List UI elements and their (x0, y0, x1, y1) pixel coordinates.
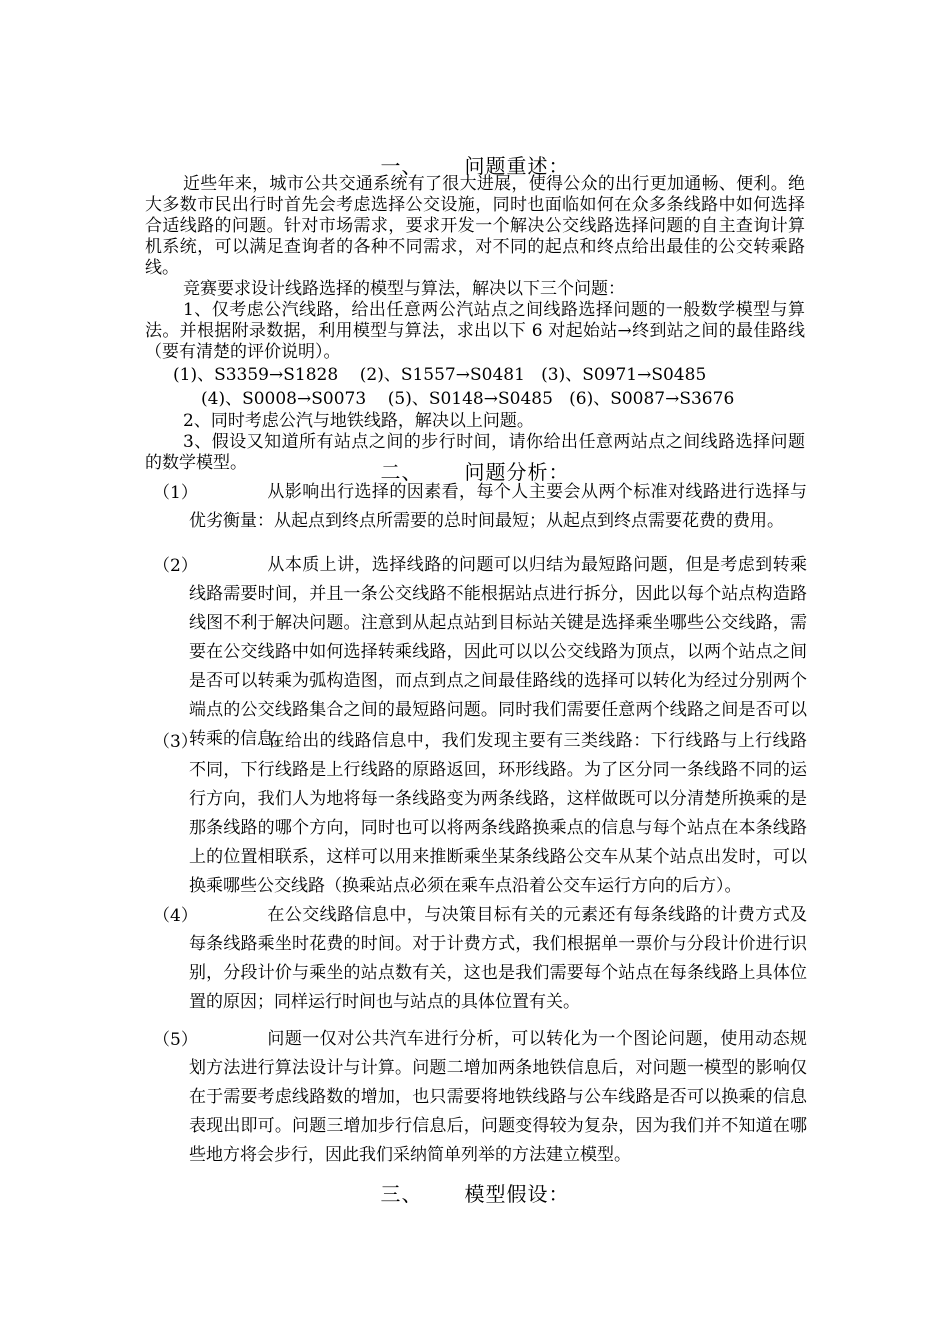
route-list-line: (1)、S3359→S1828 (2)、S1557→S0481 (3)、S0971→S0485 (173, 365, 707, 385)
item-text: 在给出的线路信息中，我们发现主要有三类线路：下行线路与上行线路不同，下行线路是上行线路的原路返回，环形线路。为了区分同一条线路不同的运行方向，我们人为地将每一条线路变为两条线路，这样做既可以分清楚所换乘的是那条线路的哪个方向，同时也可以将两条线路换乘点的信息与每个站点在本条线路上的位置相联系，这样可以用来推断乘坐某条线路公交车从某个站点出发时，可以换乘哪些公交线路（换乘站点必须在乘车点沿着公交车运行方向的后方）。 (189, 731, 807, 896)
paragraph: 1、仅考虑公汽线路，给出任意两公汽站点之间线路选择问题的一般数学模型与算法。并根据附录数据，利用模型与算法，求出以下 6 对起始站→终到站之间的最佳路线（要有清楚的评价说明）。 (145, 300, 805, 362)
section-number: 二、 (380, 460, 423, 484)
item-text: 在公交线路信息中，与决策目标有关的元素还有每条线路的计费方式及每条线路乘坐时花费的时间。对于计费方式，我们根据单一票价与分段计价进行识别，分段计价与乘坐的站点数有关，这也是我们需要每个站点在每条线路上具体位置的原因；同样运行时间也与站点的具体位置有关。 (189, 905, 807, 1012)
paragraph: 近些年来，城市公共交通系统有了很大进展，使得公众的出行更加通畅、便利。绝大多数市民出行时首先会考虑选择公交设施，同时也面临如何在众多条线路中如何选择合适线路的问题。针对市场需求，要求开发一个解决公交线路选择问题的自主查询计算机系统，可以满足查询者的各种不同需求，对不同的起点和终点给出最佳的公交转乘路线。 (145, 174, 805, 278)
section-title: 问题重述： (464, 154, 570, 178)
item-text: 从本质上讲，选择线路的问题可以归结为最短路问题，但是考虑到转乘线路需要时间，并且一条公交线路不能根据站点进行拆分，因此以每个站点构造路线图不利于解决问题。注意到从起点站到目标站关键是选择乘坐哪些公交线路，需要在公交线路中如何选择转乘线路，因此可以以公交线路为顶点，以两个站点之间是否可以转乘为弧构造图，而点到点之间最佳路线的选择可以转化为经过分别两个端点的公交线路集合之间的最短路问题。同时我们需要任意两个线路之间是否可以转乘的信息。 (189, 555, 807, 749)
analysis-item (145, 478, 807, 536)
item-text: 问题一仅对公共汽车进行分析，可以转化为一个图论问题，使用动态规划方法进行算法设计与计算。问题二增加两条地铁信息后，对问题一模型的影响仅在于需要考虑线路数的增加，也只需要将地铁线路与公车线路是否可以换乘的信息表现出即可。问题三增加步行信息后，问题变得较为复杂，因为我们并不知道在哪些地方将会步行，因此我们采纳简单列举的方法建立模型。 (189, 1029, 807, 1165)
item-text: 从影响出行选择的因素看，每个人主要会从两个标准对线路进行选择与优劣衡量：从起点到终点所需要的总时间最短；从起点到终点需要花费的费用。 (189, 482, 807, 531)
paragraph: 竞赛要求设计线路选择的模型与算法，解决以下三个问题： (183, 279, 625, 299)
section-number: 一、 (380, 154, 423, 178)
analysis-item (145, 901, 807, 1017)
route-list-line: (4)、S0008→S0073 (5)、S0148→S0485 (6)、S0087→S3676 (201, 389, 735, 409)
analysis-item (145, 727, 807, 901)
item-marker: （4） (153, 906, 198, 926)
paragraph: 2、同时考虑公汽与地铁线路，解决以上问题。 (183, 411, 534, 431)
section-title: 问题分析： (464, 460, 570, 484)
item-marker: （2） (153, 556, 198, 576)
analysis-item (145, 1025, 807, 1170)
item-marker: （1） (153, 483, 198, 503)
section-title: 模型假设： (464, 1182, 570, 1206)
section-body-1 (145, 174, 805, 474)
analysis-item (145, 551, 807, 754)
item-marker: （5） (153, 1030, 198, 1050)
item-marker: （3） (153, 732, 198, 752)
section-number: 三、 (380, 1182, 423, 1206)
paragraph: 3、假设又知道所有站点之间的步行时间，请你给出任意两站点之间线路选择问题的数学模型。 (145, 432, 805, 473)
section-heading-3 (0, 1178, 950, 1207)
